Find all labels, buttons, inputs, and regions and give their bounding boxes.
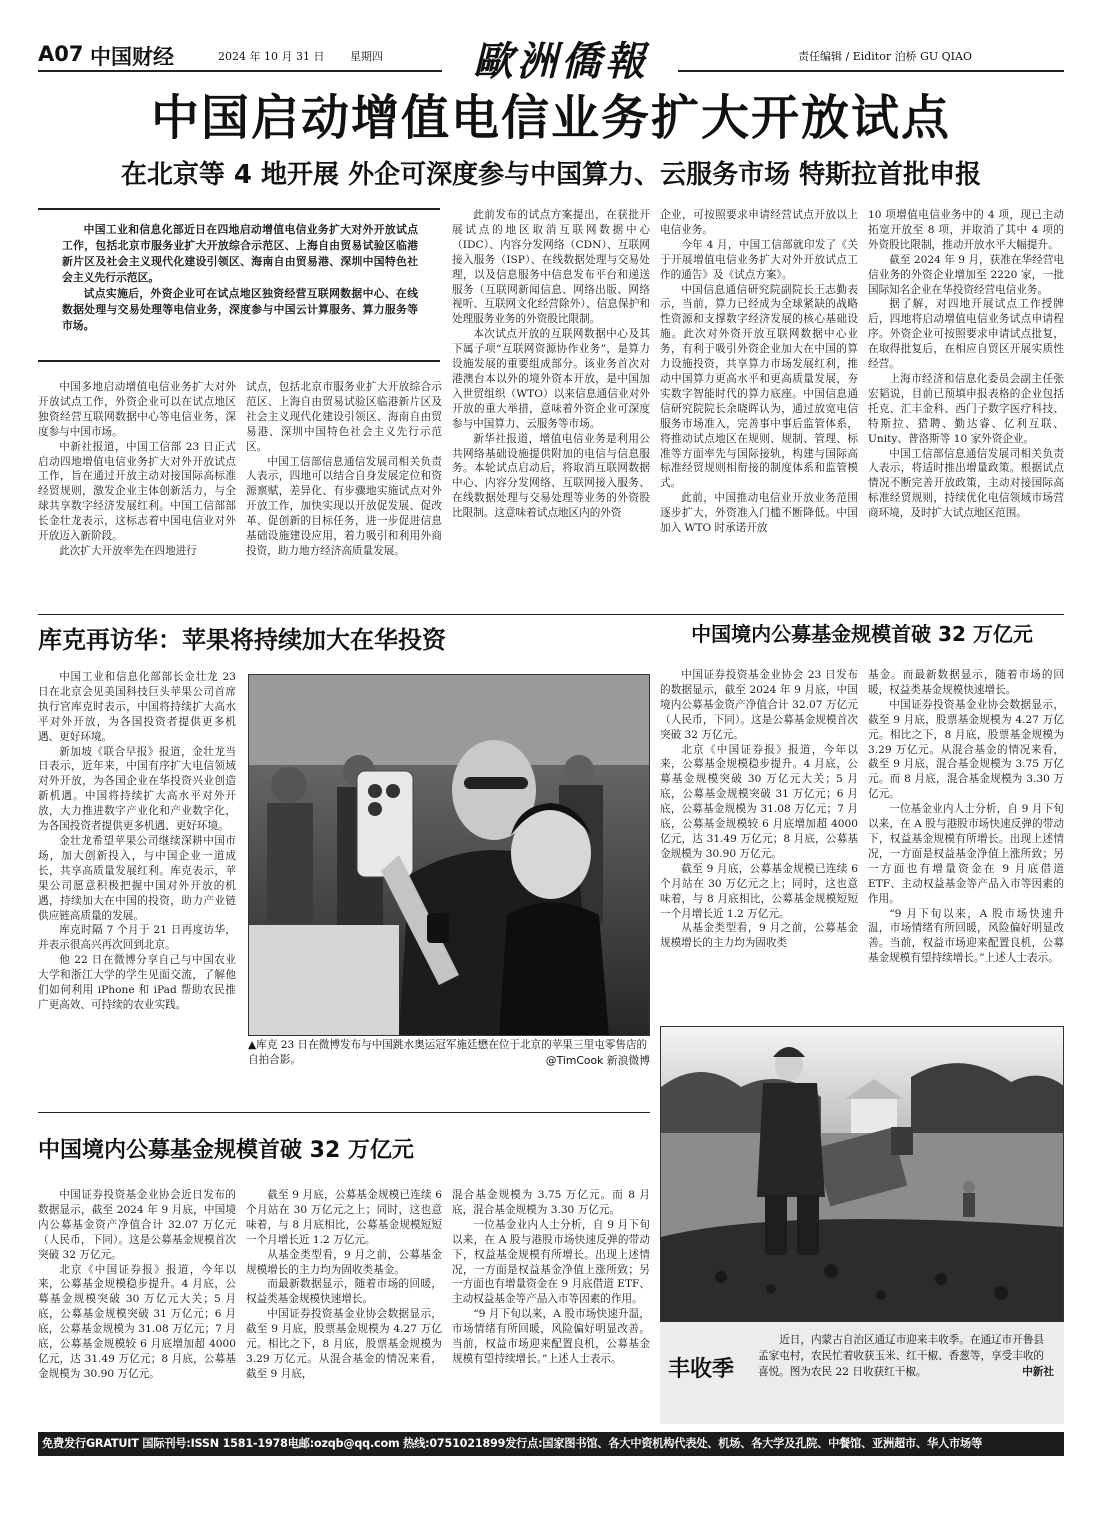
paragraph: 此前发布的试点方案提出，在获批开展试点的地区取消互联网数据中心（IDC）、内容分发网络（CDN）、互联网接入服务（ISP）、在线数据处理与交易处理，以及信息服务中信息发布平台和递送服务（互联网新闻信息、网络出版、网络视听、互联网文化经营除外）、信息保护和处理服务业务的外资股比限制。 bbox=[452, 209, 650, 326]
paragraph: 截至 9 月底，公募基金规模已连续 6 个月站在 30 万亿元之上；同时，这也意味着，与 8 月底相比，公募基金规模短短一个月增长近 1.2 万亿元。 bbox=[246, 1189, 442, 1246]
lead-column-2 bbox=[246, 380, 442, 608]
fund-right-column-2 bbox=[868, 668, 1064, 1020]
newspaper-logo: 歐洲僑報 bbox=[473, 38, 649, 85]
paragraph: 中国工业和信息化部部长金壮龙 23 日在北京会见美国科技巨头苹果公司首席执行官库克时表示，中国将持续扩大高水平对外开放，为各国投资者提供更多机遇、更好环境。 bbox=[38, 671, 236, 743]
summary-top-rule bbox=[38, 208, 440, 210]
section-divider bbox=[38, 614, 1064, 615]
paragraph: 北京《中国证券报》报道，今年以来，公募基金规模稳步提升。4 月底，公募基金规模突破 30 万亿元大关；5 月底，公募基金规模突破 31 万亿元；6 月底，公募基金规模为 31.08 万亿元；7 月底，公募基金规模较 6 月底增加超 4000 亿元，达 31.49 万亿元；8 月底，公募基金规模为 30.90 万亿元。 bbox=[660, 743, 858, 860]
paragraph: 试点，包括北京市服务业扩大开放综合示范区、上海自由贸易试验区临港新片区及社会主义现代化建设引领区、海南自由贸易港、深圳中国特色社会主义先行示范区。 bbox=[246, 381, 442, 453]
paragraph: 此前，中国推动电信业开放业务范围逐步扩大，外资准入门槛不断降低。中国加入 WTO 时承诺开放 bbox=[660, 492, 858, 535]
lead-column-3 bbox=[452, 208, 650, 608]
paragraph: 此次扩大开放率先在四地进行 bbox=[59, 544, 197, 557]
photo-credit: 中新社 bbox=[1022, 1366, 1054, 1378]
section-name: 中国财经 bbox=[90, 45, 174, 69]
paragraph: 而最新数据显示，随着市场的回暖，权益类基金规模快速增长。 bbox=[246, 1278, 442, 1306]
fund-right-column-1 bbox=[660, 668, 858, 1020]
masthead-rule-right bbox=[678, 70, 1064, 72]
paragraph: “9 月下旬以来，A 股市场快速升温，市场情绪有所回暖，风险偏好明显改善。当前，权益市场迎来配置良机，公募基金规模有望持续增长。”上述人士表示。 bbox=[452, 1308, 650, 1365]
paragraph: 今年 4 月，中国工信部就印发了《关于开展增值电信业务扩大对外开放试点工作的通告》及《试点方案》。 bbox=[660, 238, 858, 281]
cook-photo-caption bbox=[248, 1038, 650, 1098]
paragraph: 中国信息通信研究院副院长王志勤表示，当前，算力已经成为全球紧缺的战略性资源和支撑数字经济发展的核心基础设施。此次对外资开放互联网数据中心业务，有利于吸引外资企业加大在中国的算力设施投资，共享算力市场发展红利，推动中国算力更高水平和更高质量发展，夯实数字智能时代的算力底座。中国信息通信研究院院长余晓晖认为，通过放宽电信服务市场准入，完善事中事后监管体系，将推动试点地区在规则、规制、管理、标准等方面率先与国际接轨，构建与国际高标准经贸规则相衔接的制度体系和监管模式。 bbox=[660, 283, 858, 490]
lead-column-5 bbox=[868, 208, 1064, 608]
paragraph: 中国证券投资基金业协会 23 日发布的数据显示，截至 2024 年 9 月底，中国境内公募基金资产净值合计 32.07 万亿元（人民币，下同）。这是公募基金规模首次突破 32 万亿元。 bbox=[660, 669, 858, 741]
harvest-caption-box bbox=[660, 1322, 1064, 1424]
lead-summary bbox=[62, 222, 418, 350]
paragraph: 他 22 日在微博分享自己与中国农业大学和浙江大学的学生见面交流，了解他们如何利用 iPhone 和 iPad 帮助农民推广更高效、可持续的农业实践。 bbox=[38, 954, 236, 1011]
footer-text: 免费发行GRATUIT 国际刊号:ISSN 1581-1978电邮:ozqb@qq.com 热线:0751021899发行点:国家图书馆、各大中资机构代表处、机场、各大学及孔院、中餐馆、亚洲超市、华人市场等 bbox=[42, 1437, 982, 1450]
paragraph: 从基金类型看，9 月之前，公募基金规模增长的主力均为固收类 bbox=[660, 922, 858, 950]
paragraph: 金壮龙希望苹果公司继续深耕中国市场，加大创新投入，与中国企业一道成长，共享高质量发展红利。库克表示，苹果公司愿意积极把握中国对外开放的机遇，持续加大在中国的投资，助力产业链供应链高质量的发展。 bbox=[38, 834, 236, 922]
harvest-illustration bbox=[661, 1027, 1064, 1322]
harvest-label: 丰收季 bbox=[668, 1357, 735, 1382]
fund-bottom-column-3 bbox=[452, 1188, 650, 1428]
paragraph: 北京《中国证券报》报道，今年以来，公募基金规模稳步提升。4 月底，公募基金规模突破 30 万亿元大关；5 月底，公募基金规模突破 31 万亿元；6 月底，公募基金规模为 31.08 万亿元；7 月底，公募基金规模较 6 月底增加超 4000 亿元，达 31.49 万亿元；8 月底，公募基金规模为 30.90 万亿元。 bbox=[38, 1263, 236, 1380]
photo-credit: @TimCook 新浪微博 bbox=[545, 1054, 650, 1067]
caption-text: 近日，内蒙古自治区通辽市迎来丰收季。在通辽市开鲁县孟家屯村，农民忙着收获玉米、红干椒、香葱等，享受丰收的喜悦。图为农民 22 日收获红干椒。 bbox=[758, 1334, 1045, 1378]
issue-weekday: 星期四 bbox=[350, 50, 383, 63]
paragraph: “9 月下旬以来，A 股市场快速升温，市场情绪有所回暖，风险偏好明显改善。当前，权益市场迎来配置良机，公募基金规模有望持续增长。”上述人士表示。 bbox=[868, 907, 1064, 965]
paragraph: 截至 2024 年 9 月，获准在华经营电信业务的外资企业增加至 2220 家，一批国际知名企业在华投资经营电信业务。 bbox=[868, 253, 1064, 296]
caption-text: ▲库克 23 日在微博发布与中国跳水奥运冠军施廷懋在位于北京的苹果三里屯零售店的自拍合影。 bbox=[248, 1039, 648, 1066]
fund-bottom-column-2 bbox=[246, 1188, 442, 1428]
fund-bottom-headline: 中国境内公募基金规模首破 32 万亿元 bbox=[38, 1138, 414, 1163]
masthead bbox=[38, 32, 1064, 85]
paragraph: 中国证券投资基金业协会近日发布的数据显示，截至 2024 年 9 月底，中国境内公募基金资产净值合计 32.07 万亿元（人民币，下同）。这是公募基金规模首次突破 32 万亿元。 bbox=[38, 1189, 236, 1261]
paragraph: 企业，可按照要求申请经营试点开放以上电信业务。 bbox=[660, 209, 858, 236]
lead-column-4 bbox=[660, 208, 858, 608]
paragraph: 基金。而最新数据显示，随着市场的回暖，权益类基金规模快速增长。 bbox=[868, 669, 1064, 696]
cook-selfie-photo bbox=[248, 674, 650, 1036]
paragraph: 中国多地启动增值电信业务扩大对外开放试点工作，外资企业可以在试点地区独资经营互联网数据中心等电信业务，深度参与中国市场。 bbox=[38, 381, 236, 438]
summary-paragraph: 试点实施后，外资企业可在试点地区独资经营互联网数据中心、在线数据处理与交易处理等电信业务，深度参与中国云计算服务、算力服务等市场。 bbox=[62, 287, 418, 332]
paragraph: 中国证券投资基金业协会数据显示，截至 9 月底，股票基金规模为 4.27 万亿元。相比之下，8 月底，股票基金规模为 3.29 万亿元。从混合基金的情况来看，截至 9 月底， bbox=[246, 1308, 442, 1380]
summary-bottom-rule bbox=[38, 360, 440, 362]
paragraph: 本次试点开放的互联网数据中心及其下属子项“互联网资源协作业务”，是算力设施发展的重要组成部分。该业务首次对港澳台本以外的境外资本开放，是中国加入世贸组织（WTO）以来信息通信业对外开放的重大举措，意味着外资企业可深度参与中国算力、云服务等市场。 bbox=[452, 328, 650, 430]
cook-body bbox=[38, 670, 236, 1110]
masthead-rule-left bbox=[38, 70, 442, 72]
bottom-section-divider bbox=[38, 1112, 650, 1113]
paragraph: 一位基金业内人士分析，自 9 月下旬以来，在 A 股与港股市场快速反弹的带动下，权益基金规模有所增长。出现上述情况，一方面是权益基金净值上涨所致；另一方面也有增量资金在 9 月底借道 ETF、主动权益基金等产品入市等因素的作用。 bbox=[452, 1218, 650, 1306]
paragraph: 新加坡《联合早报》报道，金壮龙当日表示，近年来，中国有序扩大电信领域对外开放，为各国企业在华投资兴业创造新机遇。中国将持续扩大高水平对外开放，大力推进数字产业化和产业数字化，为各国投资者提供更多机遇、更好环境。 bbox=[38, 745, 236, 833]
paragraph: 中国工信部信息通信发展司相关负责人表示，将适时推出增量政策。根据试点情况不断完善开放政策，主动对接国际高标准经贸规则，持续优化电信领域市场营商环境，及时扩大试点地区范围。 bbox=[868, 447, 1064, 520]
cook-selfie-illustration bbox=[249, 675, 650, 1036]
paragraph: 10 项增值电信业务中的 4 项，现已主动拓宽开放至 8 项，并取消了其中 4 项的外资股比限制，推动开放水平大幅提升。 bbox=[868, 209, 1064, 251]
lead-column-1 bbox=[38, 380, 236, 608]
fund-bottom-column-1 bbox=[38, 1188, 236, 1428]
harvest-caption bbox=[758, 1332, 1054, 1380]
paragraph: 新华社报道，增值电信业务是利用公共网络基础设施提供附加的电信与信息服务。本轮试点启动后，将取消互联网数据中心、内容分发网络、互联网接入服务、在线数据处理与交易处理等业务的外资股比限制。这意味着试点地区内的外资 bbox=[452, 432, 650, 520]
page-code: A07 bbox=[38, 42, 84, 66]
paragraph: 据了解，对四地开展试点工作授牌后，四地将启动增值电信业务试点申请程序。外资企业可按照要求申请试点批复，在取得批复后，在相应自贸区开展实质性经营。 bbox=[868, 298, 1064, 371]
footer-bar bbox=[38, 1432, 1064, 1456]
paragraph: 混合基金规模为 3.75 万亿元。而 8 月底，混合基金规模为 3.30 万亿元。 bbox=[452, 1189, 650, 1216]
paragraph: 中国工信部信息通信发展司相关负责人表示，四地可以结合自身发展定位和资源禀赋，差异化、有步骤地实施试点对外开放工作，加快实现以开放促发展、促改革、促创新的目标任务，进一步促进信息基础设施建设应用，着力吸引和利用外商投资，助力地方经济高质量发展。 bbox=[246, 455, 442, 557]
cook-headline: 库克再访华：苹果将持续加大在华投资 bbox=[38, 626, 446, 654]
paragraph: 库克时隔 7 个月于 21 日再度访华，并表示很高兴再次回到北京。 bbox=[38, 924, 236, 952]
paragraph: 中新社报道，中国工信部 23 日正式启动四地增值电信业务扩大对外开放试点工作，旨在通过开放主动对接国际高标准经贸规则，激发企业主体创新活力，与全球共享数字经济发展红利。中国工信部部长金壮龙表示，这标志着中国电信业对外开放迈入新阶段。 bbox=[38, 440, 236, 543]
paragraph: 中国证券投资基金业协会数据显示，截至 9 月底，股票基金规模为 4.27 万亿元。相比之下，8 月底，股票基金规模为 3.29 万亿元。从混合基金的情况来看，截至 9 月底，混合基金规模为 3.75 万亿元。而 8 月底，混合基金规模为 3.30 万亿元。 bbox=[868, 698, 1064, 801]
harvest-photo bbox=[660, 1026, 1064, 1322]
fund-right-headline: 中国境内公募基金规模首破 32 万亿元 bbox=[691, 622, 1033, 646]
paragraph: 一位基金业内人士分析，自 9 月下旬以来，在 A 股与港股市场快速反弹的带动下，权益基金规模有所增长。出现上述情况，一方面是权益基金净值上涨所致；另一方面也有增量资金在 9 月底借道 ETF、主动权益基金等产品入市等因素的作用。 bbox=[868, 803, 1064, 905]
issue-date: 2024 年 10 月 31 日 bbox=[218, 50, 325, 63]
lead-subheadline: 在北京等 4 地开展 外企可深度参与中国算力、云服务市场 特斯拉首批申报 bbox=[120, 160, 982, 190]
paragraph: 截至 9 月底，公募基金规模已连续 6 个月站在 30 万亿元之上；同时，这也意味着，与 8 月底相比，公募基金规模短短一个月增长近 1.2 万亿元。 bbox=[660, 862, 858, 920]
summary-paragraph: 中国工业和信息化部近日在四地启动增值电信业务扩大对外开放试点工作，包括北京市服务业扩大开放综合示范区、上海自由贸易试验区临港新片区及社会主义现代化建设引领区、海南自由贸易港、深圳中国特色社会主义先行示范区。 bbox=[62, 223, 418, 284]
paragraph: 从基金类型看，9 月之前，公募基金规模增长的主力均为固收类基金。 bbox=[246, 1248, 442, 1276]
editor-credit: 责任编辑 / Eiditor 泊桥 GU QIAO bbox=[798, 50, 972, 63]
lead-headline: 中国启动增值电信业务扩大开放试点 bbox=[150, 90, 951, 146]
paragraph: 上海市经济和信息化委员会副主任张宏韬说，目前已预填申报表格的企业包括托克、汇丰金科、西门子数字医疗科技、特斯拉、猎聘、勤达睿、亿利互联、Unity、普洛斯等 10 家外资企业。 bbox=[868, 372, 1064, 445]
